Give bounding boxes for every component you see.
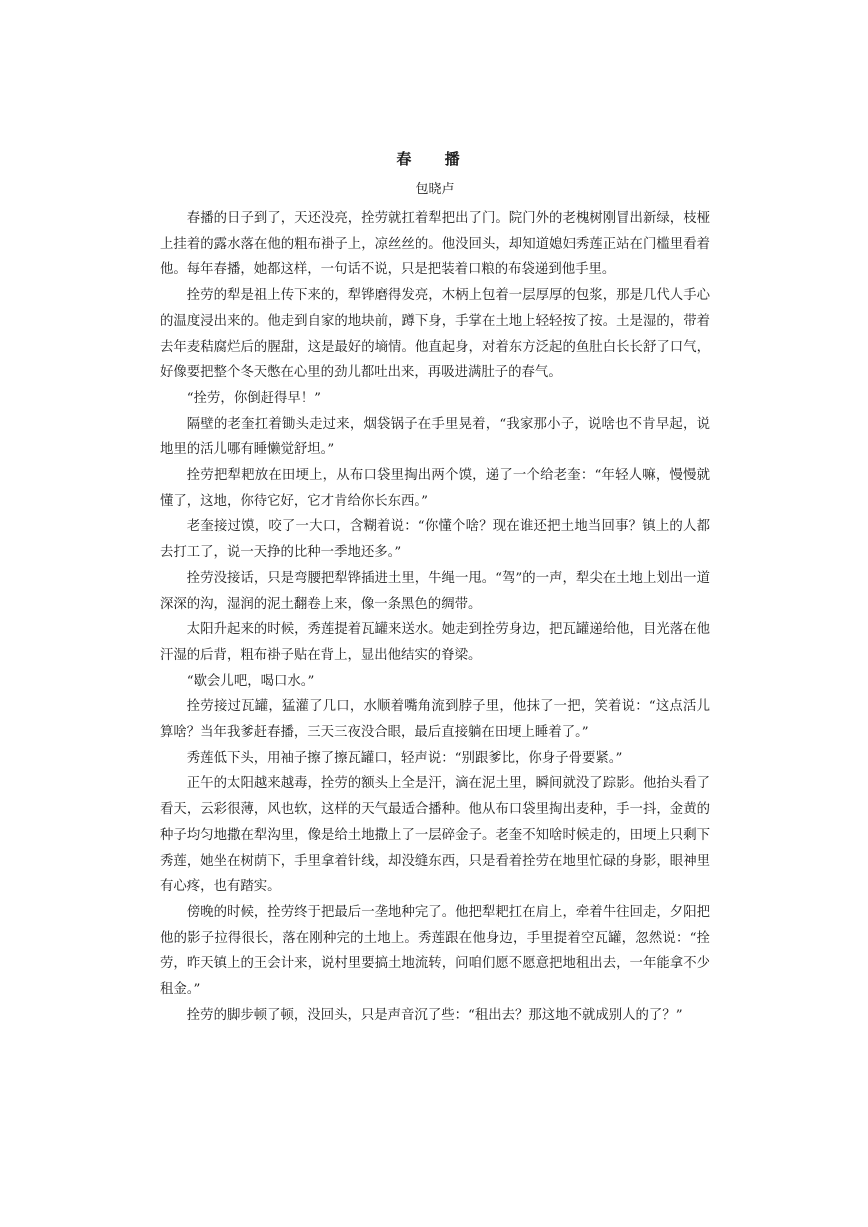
- paragraph: “拴劳，你倒赶得早！”: [186, 390, 322, 406]
- paragraph: 拴劳把犁耙放在田埂上，从布口袋里掏出两个馍，递了一个给老奎：“年轻人嘛，慢慢就懂了，这地，你待它好，它才肯给你长东西。”: [160, 468, 710, 509]
- paragraph: 拴劳的犁是祖上传下来的，犁铧磨得发亮，木柄上包着一层厚厚的包浆，那是几代人手心的温度浸出来的。他走到自家的地块前，蹲下身，手掌在土地上轻轻按了按。土是湿的，带着去年麦秸腐烂后的腥甜，这是最好的墒情。他直起身，对着东方泛起的鱼肚白长长舒了口气，好像要把整个冬天憋在心里的劲儿都吐出来，再吸进满肚子的春气。: [160, 288, 710, 381]
- paragraph: 太阳升起来的时候，秀莲提着瓦罐来送水。她走到拴劳身边，把瓦罐递给他，目光落在他汗湿的后背，粗布褂子贴在背上，显出他结实的脊梁。: [160, 622, 710, 663]
- paragraph: 傍晚的时候，拴劳终于把最后一垄地种完了。他把犁耙扛在肩上，牵着牛往回走，夕阳把他的影子拉得很长，落在刚种完的土地上。秀莲跟在他身边，手里提着空瓦罐，忽然说：“拴劳，昨天镇上的王会计来，说村里要搞土地流转，问咱们愿不愿意把地租出去，一年能拿不少租金。”: [160, 904, 710, 998]
- paragraph: 正午的太阳越来越毒，拴劳的额头上全是汗，滴在泥土里，瞬间就没了踪影。他抬头看了看天，云彩很薄，风也软，这样的天气最适合播种。他从布口袋里掏出麦种，手一抖，金黄的种子均匀地撒在犁沟里，像是给土地撒上了一层碎金子。老奎不知啥时候走的，田埂上只剩下秀莲，她坐在树荫下，手里拿着针线，却没缝东西，只是看着拴劳在地里忙碌的身影，眼神里有心疼，也有踏实。: [160, 776, 710, 895]
- paragraph: 秀莲低下头，用袖子擦了擦瓦罐口，轻声说：“别跟爹比，你身子骨要紧。”: [186, 750, 623, 766]
- article-author: 包晓卢: [415, 182, 455, 197]
- paragraph: 隔壁的老奎扛着锄头走过来，烟袋锅子在手里晃着，“我家那小子，说啥也不肯早起，说地里的活儿哪有睡懒觉舒坦。”: [160, 416, 710, 458]
- article-title: 春 播: [396, 150, 474, 168]
- article: [160, 148, 710, 1029]
- paragraph: 拴劳没接话，只是弯腰把犁铧插进土里，牛绳一甩。“驾”的一声，犁尖在土地上划出一道深深的沟，湿润的泥土翻卷上来，像一条黑色的绸带。: [160, 570, 710, 612]
- paragraph: 拴劳接过瓦罐，猛灌了几口，水顺着嘴角流到脖子里，他抹了一把，笑着说：“这点活儿算啥？当年我爹赶春播，三天三夜没合眼，最后直接躺在田埂上睡着了。”: [160, 699, 710, 741]
- paragraph: 老奎接过馍，咬了一大口，含糊着说：“你懂个啥？现在谁还把土地当回事？镇上的人都去打工了，说一天挣的比种一季地还多。”: [160, 519, 710, 561]
- paragraph: 拴劳的脚步顿了顿，没回头，只是声音沉了些：“租出去？那这地不就成别人的了？”: [186, 1007, 683, 1023]
- paragraph: “歇会儿吧，喝口水。”: [186, 673, 315, 689]
- paragraph: 春播的日子到了，天还没亮，拴劳就扛着犁把出了门。院门外的老槐树刚冒出新绿，枝桠上挂着的露水落在他的粗布褂子上，凉丝丝的。他没回头，却知道媳妇秀莲正站在门槛里看着他。每年春播，她都这样，一句话不说，只是把装着口粮的布袋递到他手里。: [160, 211, 710, 278]
